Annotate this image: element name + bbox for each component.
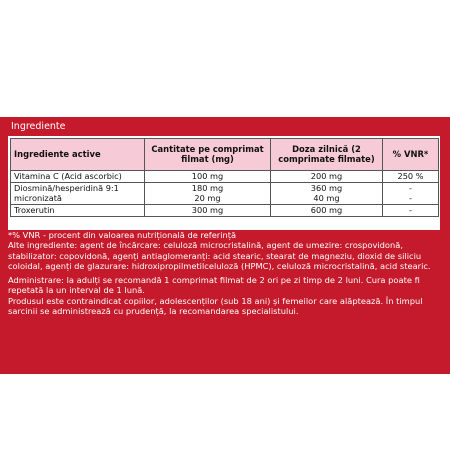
cell-per-tablet: 180 mg 20 mg bbox=[145, 183, 271, 205]
header-vnr: % VNR* bbox=[383, 139, 439, 171]
header-per-tablet: Cantitate pe comprimat filmat (mg) bbox=[145, 139, 271, 171]
table-row bbox=[11, 183, 439, 205]
cell-per-tablet: 300 mg bbox=[145, 205, 271, 217]
table-header-row bbox=[11, 139, 439, 171]
other-ingredients-text: Alte ingrediente: agent de încărcare: celuloză microcristalină, agent de umezire: crospovidonă, stabilizator: copovidonă, agenți antiaglomeranți: acid stearic, stearat de magneziu, dioxid de siliciu coloidal, agenți de glazurare: hidroxipropilmetilceluloză (HPMC), celuloză microcristalină, acid stearic. bbox=[8, 240, 431, 271]
ingredients-table-box bbox=[8, 136, 440, 230]
cell-per-tablet: 100 mg bbox=[145, 171, 271, 183]
vnr-footnote: *% VNR - procent din valoarea nutrițională de referință bbox=[8, 230, 237, 240]
notes-block bbox=[8, 230, 440, 316]
ingredients-table bbox=[10, 138, 439, 217]
cell-daily: 600 mg bbox=[271, 205, 383, 217]
administration-text: Administrare: la adulți se recomandă 1 comprimat filmat de 2 ori pe zi timp de 2 luni. Cura poate fi repetată la un interval de 1 lună. bbox=[8, 275, 420, 296]
cell-vnr: 250 % bbox=[383, 171, 439, 183]
header-daily-dose: Doza zilnică (2 comprimate filmate) bbox=[271, 139, 383, 171]
cell-ingredient-name: Troxerutin bbox=[11, 205, 145, 217]
section-title: Ingrediente bbox=[11, 121, 66, 132]
cell-vnr: - - bbox=[383, 183, 439, 205]
cell-ingredient-name: Vitamina C (Acid ascorbic) bbox=[11, 171, 145, 183]
cell-daily: 360 mg 40 mg bbox=[271, 183, 383, 205]
cell-vnr: - bbox=[383, 205, 439, 217]
contraindication-text: Produsul este contraindicat copiilor, adolescenților (sub 18 ani) și femeilor care alăptează. În timpul sarcinii se administrează cu prudență, la recomandarea specialistului. bbox=[8, 295, 423, 317]
table-row bbox=[11, 171, 439, 183]
header-active-ingredients: Ingrediente active bbox=[11, 139, 145, 171]
cell-ingredient-name: Diosmină/hesperidină 9:1 micronizată bbox=[11, 183, 145, 205]
table-row bbox=[11, 205, 439, 217]
cell-daily: 200 mg bbox=[271, 171, 383, 183]
